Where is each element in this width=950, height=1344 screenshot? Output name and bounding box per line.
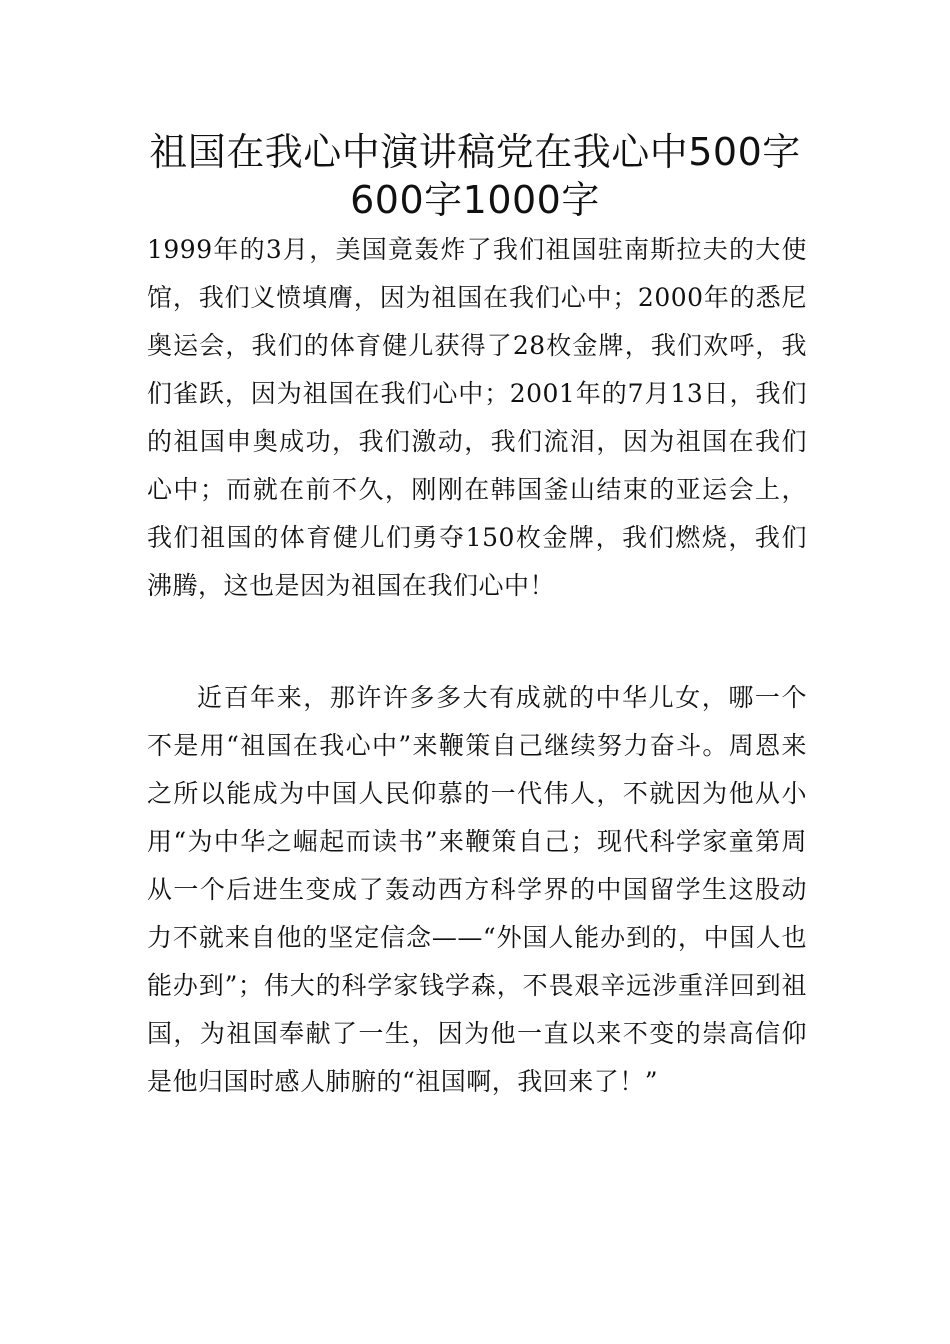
- paragraph-2: 近百年来，那许许多多大有成就的中华儿女，哪一个不是用“祖国在我心中”来鞭策自己继续努力奋斗。周恩来之所以能成为中国人民仰慕的一代伟人，不就因为他从小用“为中华之崛起而读书”来鞭策自己；现代科学家童第周从一个后进生变成了轰动西方科学界的中国留学生这股动力不就来自他的坚定信念——“外国人能办到的，中国人也能办到”；伟大的科学家钱学森，不畏艰辛远涉重洋回到祖国，为祖国奉献了一生，因为他一直以来不变的崇高信仰是他归国时感人肺腑的“祖国啊，我回来了！”: [147, 683, 807, 1096]
- paragraph-1: 1999年的3月，美国竟轰炸了我们祖国驻南斯拉夫的大使馆，我们义愤填膺，因为祖国在我们心中；2000年的悉尼奥运会，我们的体育健儿获得了28枚金牌，我们欢呼，我们雀跃，因为祖国在我们心中；2001年的7月13日，我们的祖国申奥成功，我们激动，我们流泪，因为祖国在我们心中；而就在前不久，刚刚在韩国釜山结束的亚运会上，我们祖国的体育健儿们勇夺150枚金牌，我们燃烧，我们沸腾，这也是因为祖国在我们心中！: [147, 235, 807, 600]
- document-title: 祖国在我心中演讲稿党在我心中500字600字1000字: [149, 130, 801, 222]
